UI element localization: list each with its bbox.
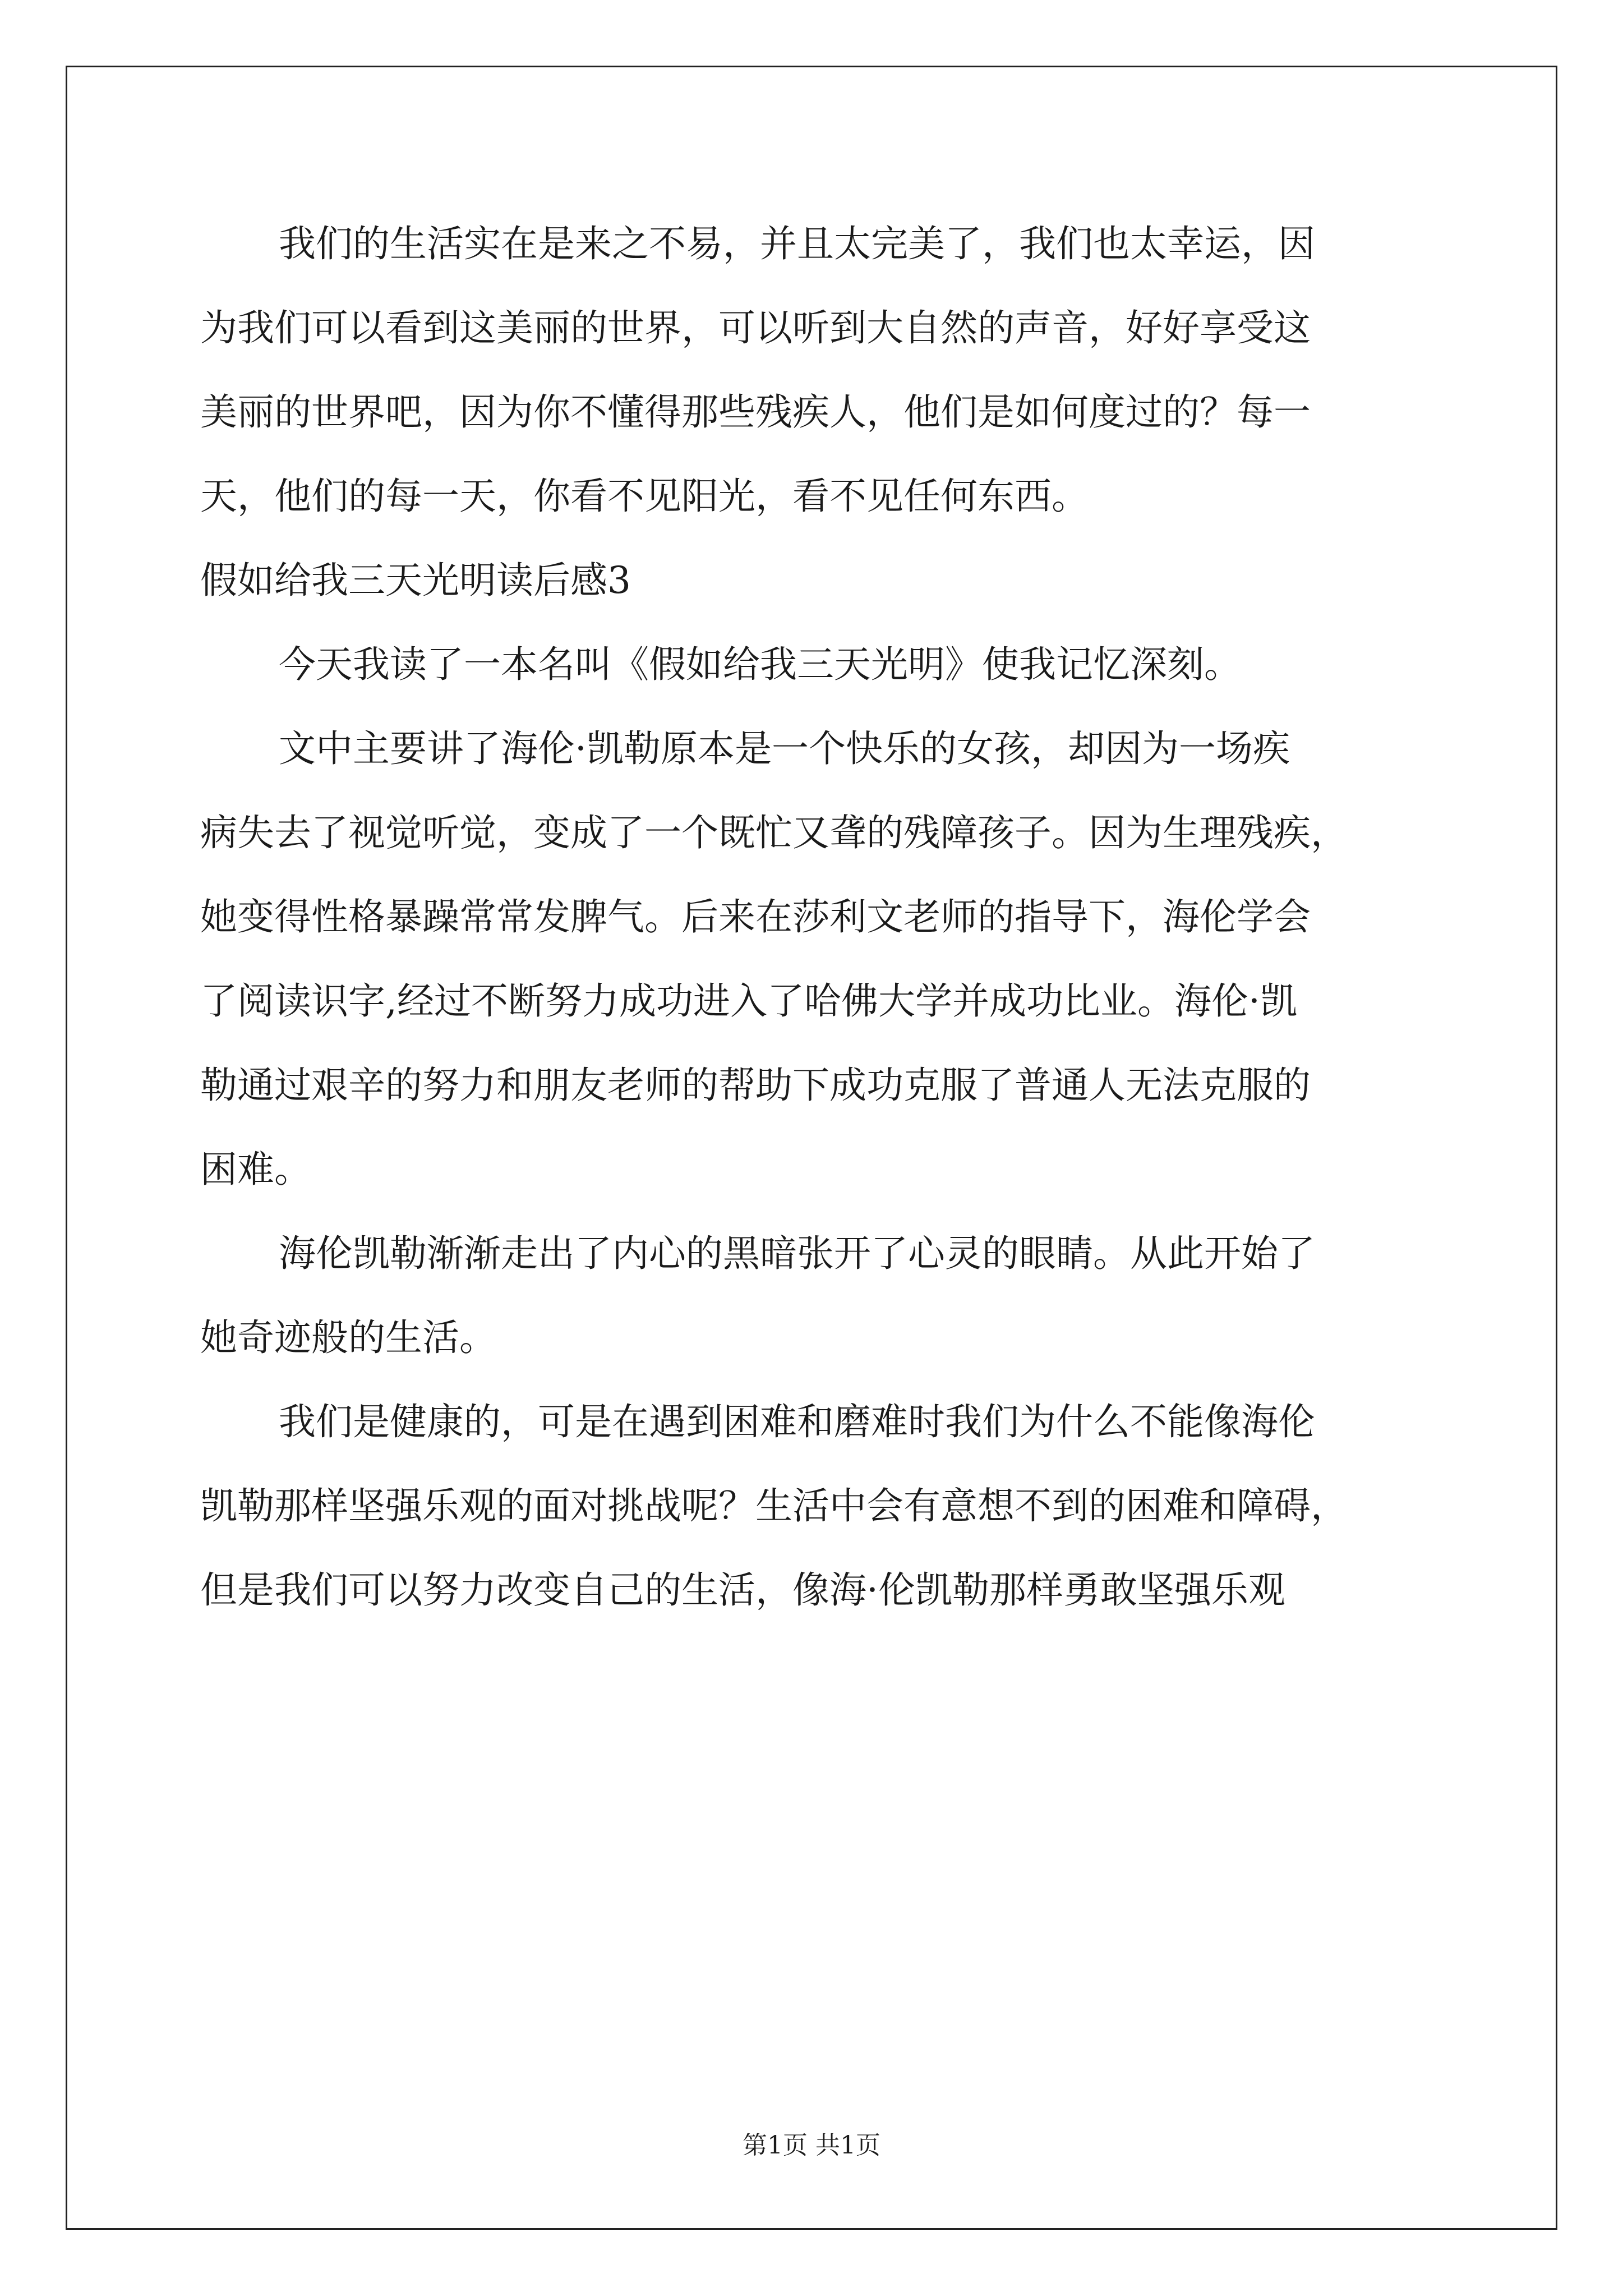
text-line: 海伦凯勒渐渐走出了内心的黑暗张开了心灵的眼睛。从此开始了 — [279, 1232, 1315, 1275]
text-line: 她奇迹般的生活。 — [200, 1316, 496, 1359]
text-line: 文中主要讲了海伦·凯勒原本是一个快乐的女孩，却因为一场疾 — [279, 727, 1290, 770]
text-line: 了阅读识字,经过不断努力成功进入了哈佛大学并成功比业。海伦·凯 — [200, 979, 1297, 1023]
text-line: 凯勒那样坚强乐观的面对挑战呢？生活中会有意想不到的困难和障碍， — [200, 1484, 1348, 1527]
text-line: 但是我们可以努力改变自己的生活，像海·伦凯勒那样勇敢坚强乐观 — [200, 1568, 1285, 1612]
text-line: 病失去了视觉听觉，变成了一个既忙又聋的残障孩子。因为生理残疾， — [200, 811, 1348, 854]
text-line: 今天我读了一本名叫《假如给我三天光明》使我记忆深刻。 — [279, 643, 1241, 686]
text-line: 我们的生活实在是来之不易，并且太完美了，我们也太幸运，因 — [279, 222, 1315, 265]
section-heading: 假如给我三天光明读后感3 — [200, 559, 631, 602]
text-line: 天，他们的每一天，你看不见阳光，看不见任何东西。 — [200, 475, 1089, 518]
text-line: 困难。 — [200, 1148, 311, 1191]
page-footer: 第1页 共1页 — [743, 2131, 880, 2160]
text-line: 她变得性格暴躁常常发脾气。后来在莎利文老师的指导下，海伦学会 — [200, 895, 1311, 938]
text-line: 美丽的世界吧，因为你不懂得那些残疾人，他们是如何度过的？每一 — [200, 390, 1311, 434]
text-line: 为我们可以看到这美丽的世界，可以听到大自然的声音，好好享受这 — [200, 306, 1311, 349]
text-line: 我们是健康的，可是在遇到困难和磨难时我们为什么不能像海伦 — [279, 1400, 1315, 1443]
text-line: 勒通过艰辛的努力和朋友老师的帮助下成功克服了普通人无法克服的 — [200, 1064, 1311, 1107]
